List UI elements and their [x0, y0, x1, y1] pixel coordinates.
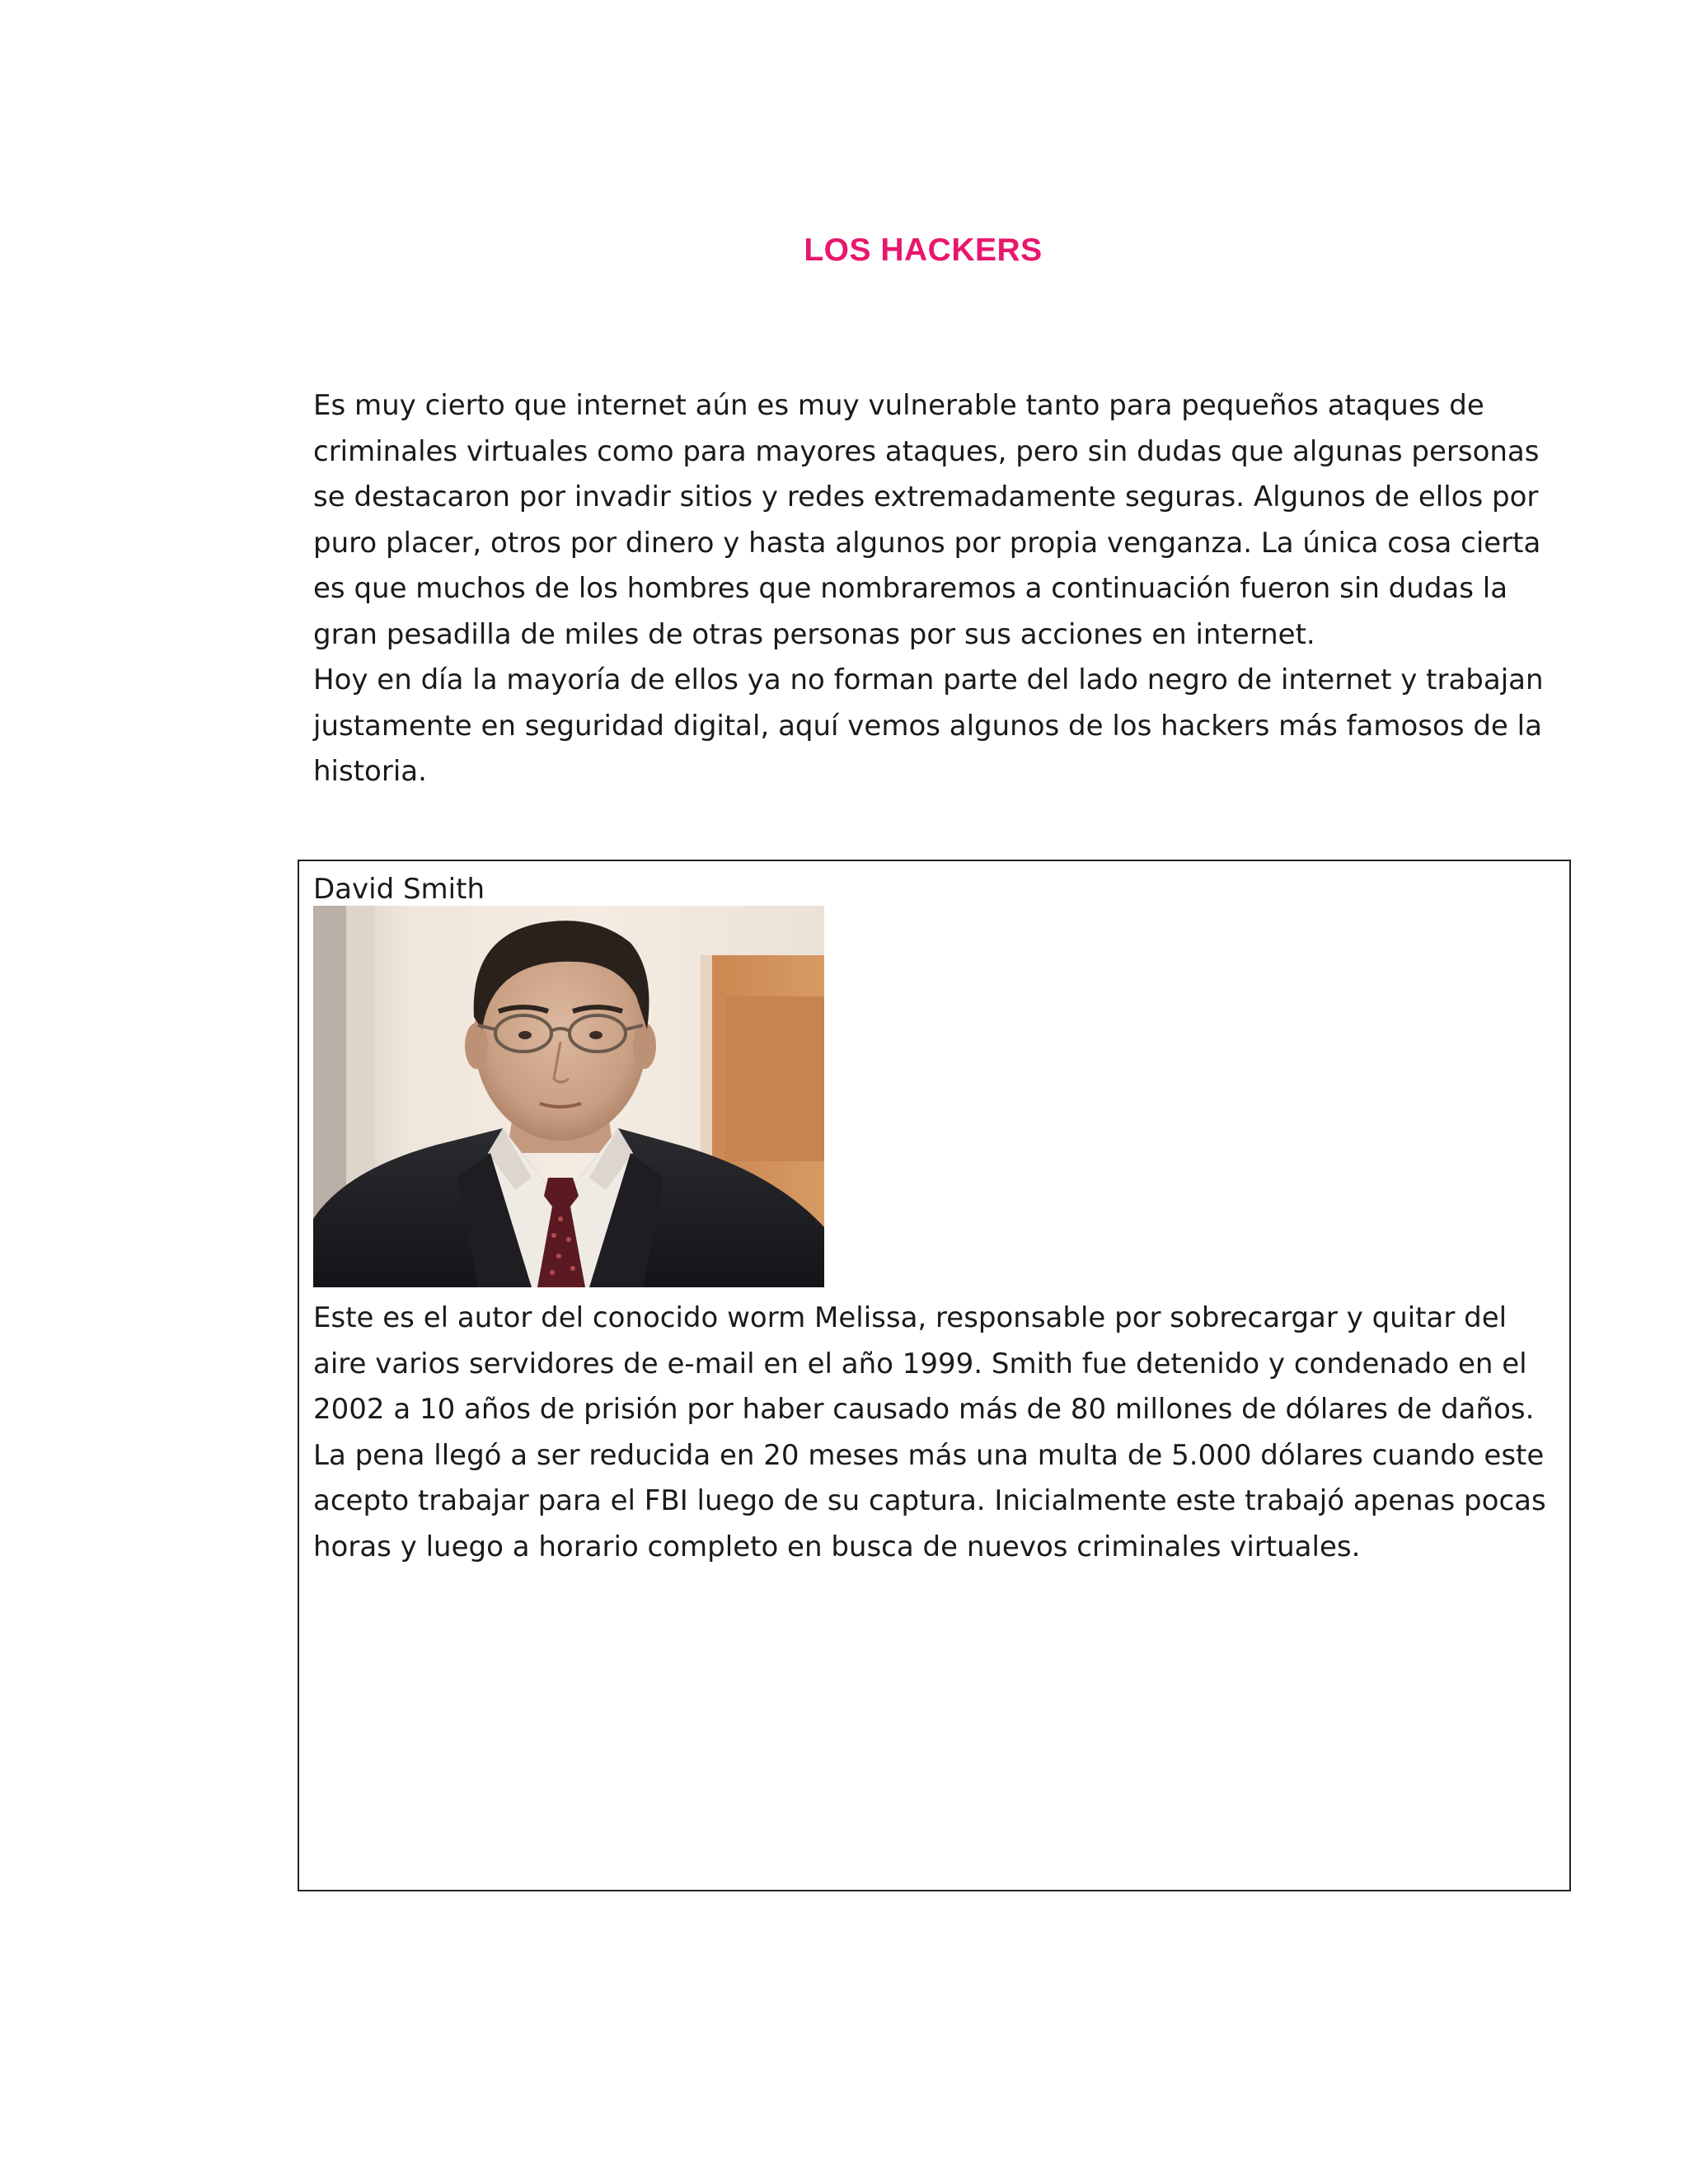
hacker-profile-box	[298, 860, 1571, 1891]
portrait-photo	[313, 906, 824, 1287]
intro-paragraph: Es muy cierto que internet aún es muy vulnerable tanto para pequeños ataques de criminales virtuales como para mayores ataques, pero sin dudas que algunas personas se destacaron por invadir sitios y redes extremadamente seguras. Algunos de ellos por puro placer, otros por dinero y hasta algunos por propia venganza. La única cosa cierta es que muchos de los hombres que nombraremos a continuación fueron sin dudas la gran pesadilla de miles de otras personas por sus acciones en internet.	[313, 389, 1541, 651]
intro-text	[313, 383, 1566, 795]
page-title: LOS HACKERS	[804, 232, 1043, 268]
profile-description: Este es el autor del conocido worm Melissa, responsable por sobrecargar y quitar del aire varios servidores de e-mail en el año 1999. Smith fue detenido y condenado en el 2002 a 10 años de prisión por haber causado más de 80 millones de dólares de daños. La pena llegó a ser reducida en 20 meses más una multa de 5.000 dólares cuando este acepto trabajar para el FBI luego de su captura. Inicialmente este trabajó apenas pocas horas y luego a horario completo en busca de nuevos criminales virtuales.	[313, 1301, 1546, 1563]
profile-name: David Smith	[313, 873, 485, 906]
intro-paragraph: Hoy en día la mayoría de ellos ya no forman parte del lado negro de internet y trabajan justamente en seguridad digital, aquí vemos algunos de los hackers más famosos de la historia.	[313, 663, 1544, 788]
